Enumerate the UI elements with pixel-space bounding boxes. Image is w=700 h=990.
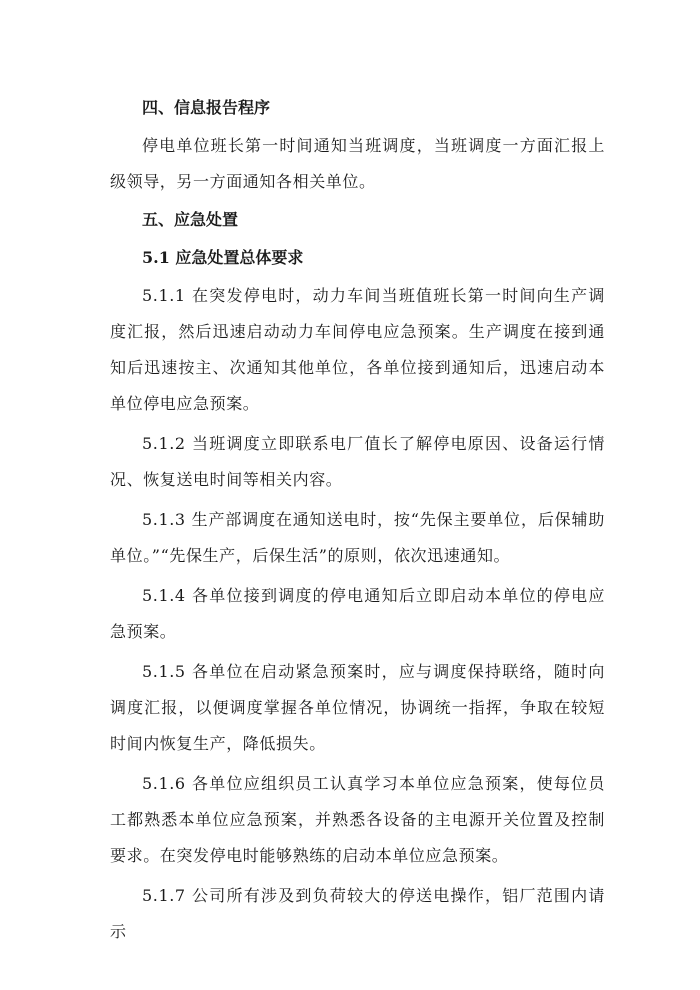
section-5-1-title: 5.1 应急处置总体要求 [142, 248, 304, 267]
clause-5-1-4: 5.1.4 各单位接到调度的停电通知后立即启动本单位的停电应急预案。 [110, 586, 605, 641]
document-page [110, 90, 605, 950]
clause-5-1-2: 5.1.2 当班调度立即联系电厂值长了解停电原因、设备运行情况、恢复送电时间等相关内容。 [110, 434, 605, 489]
clause-5-1-6: 5.1.6 各单位应组织员工认真学习本单位应急预案，使每位员工都熟悉本单位应急预案，并熟悉各设备的主电源开关位置及控制要求。在突发停电时能够熟练的启动本单位应急预案。 [110, 774, 605, 865]
clause-5-1-1: 5.1.1 在突发停电时，动力车间当班值班长第一时间向生产调度汇报，然后迅速启动动力车间停电应急预案。生产调度在接到通知后迅速按主、次通知其他单位，各单位接到通知后，迅速启动本单位停电应急预案。 [110, 286, 605, 413]
clause-5-1-5: 5.1.5 各单位在启动紧急预案时，应与调度保持联络，随时向调度汇报，以便调度掌握各单位情况，协调统一指挥，争取在较短时间内恢复生产，降低损失。 [110, 662, 605, 753]
section-4-title: 四、信息报告程序 [142, 98, 271, 117]
section-4-paragraph: 停电单位班长第一时间通知当班调度，当班调度一方面汇报上级领导，另一方面通知各相关单位。 [110, 136, 605, 191]
clause-5-1-3: 5.1.3 生产部调度在通知送电时，按“先保主要单位，后保辅助单位。”“先保生产，后保生活”的原则，依次迅速通知。 [110, 510, 605, 565]
clause-5-1-7: 5.1.7 公司所有涉及到负荷较大的停送电操作，铝厂范围内请示 [110, 886, 605, 941]
section-5-title: 五、应急处置 [142, 210, 239, 229]
